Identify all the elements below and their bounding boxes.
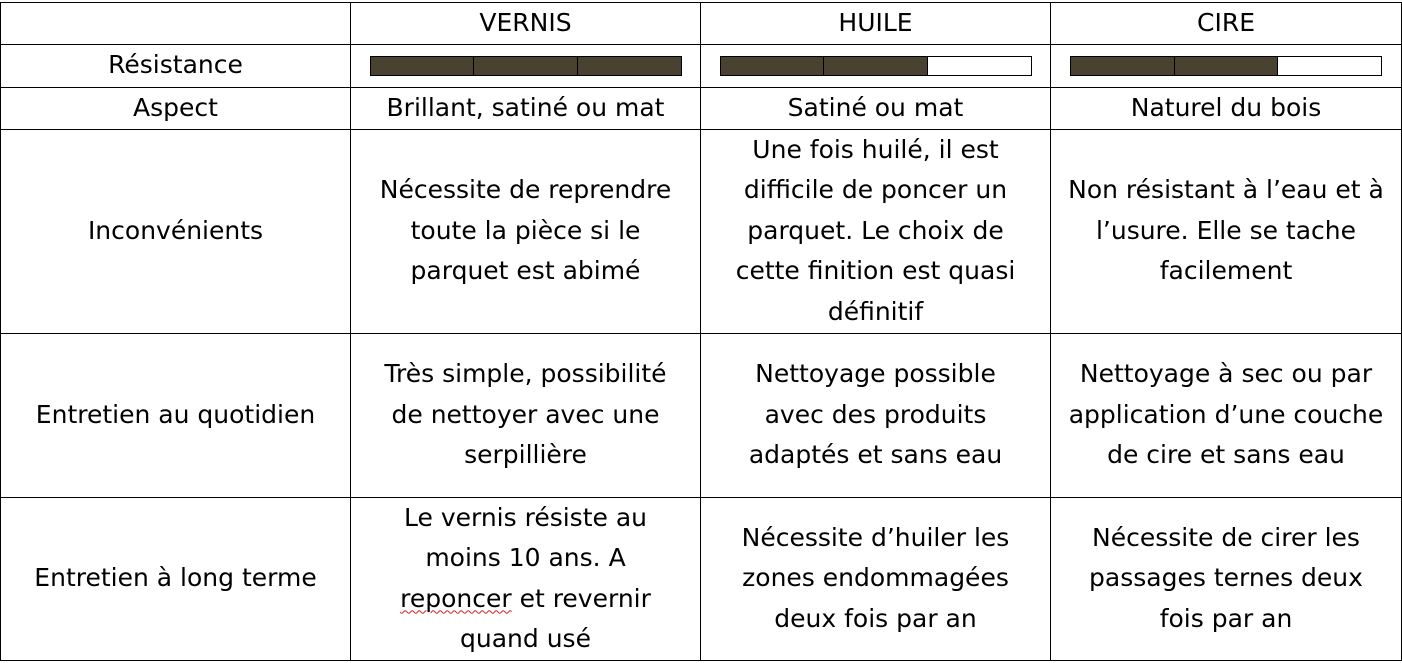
entretien-long-terme-huile-text: Nécessite d’huiler les zones endommagées deux fois par an (741, 522, 1010, 633)
entretien-quotidien-vernis (351, 333, 701, 497)
entretien-long-terme-vernis-text (376, 498, 676, 660)
resistance-cell-huile (701, 44, 1051, 87)
entretien-quotidien-vernis-text: Très simple, possibilité de nettoyer avec une serpillière (384, 359, 667, 470)
finish-comparison-table (0, 2, 1402, 661)
resistance-cell-vernis (351, 44, 701, 87)
aspect-row (1, 87, 1402, 129)
header-cire: CIRE (1051, 3, 1402, 45)
entretien-long-terme-vernis (351, 497, 701, 660)
aspect-vernis: Brillant, satiné ou mat (351, 87, 701, 129)
resistance-meter-cire (1070, 56, 1382, 76)
inconvenients-huile (701, 129, 1051, 333)
meter-segment-filled (721, 57, 825, 75)
entretien-quotidien-cire-text: Nettoyage à sec ou par application d’une couche de cire et sans eau (1068, 359, 1384, 470)
meter-segment-empty (1278, 57, 1381, 75)
resistance-meter-vernis (370, 56, 682, 76)
entretien-long-terme-row (1, 497, 1402, 660)
resistance-row (1, 44, 1402, 87)
meter-segment-filled (824, 57, 928, 75)
aspect-huile: Satiné ou mat (701, 87, 1051, 129)
header-vernis: VERNIS (351, 3, 701, 45)
inconvenients-label: Inconvénients (1, 129, 351, 333)
resistance-meter-huile (720, 56, 1032, 76)
entretien-long-terme-cire-text: Nécessite de cirer les passages ternes deux fois par an (1089, 522, 1363, 633)
header-row (1, 3, 1402, 45)
meter-segment-empty (928, 57, 1031, 75)
inconvenients-cire-text: Non résistant à l’eau et à l’usure. Elle se tache facilement (1068, 175, 1384, 286)
meter-segment-filled (1071, 57, 1175, 75)
aspect-label: Aspect (1, 87, 351, 129)
entretien-quotidien-huile-text: Nettoyage possible avec des produits adaptés et sans eau (748, 359, 1003, 470)
entretien-quotidien-row (1, 333, 1402, 497)
vernis-text-part1: Le vernis résiste au moins 10 ans. A (404, 502, 647, 572)
inconvenients-vernis (351, 129, 701, 333)
entretien-long-terme-label: Entretien à long terme (1, 497, 351, 660)
inconvenients-row (1, 129, 1402, 333)
entretien-quotidien-huile (701, 333, 1051, 497)
spellcheck-flagged-word[interactable]: reponcer (400, 583, 512, 613)
meter-segment-filled (578, 57, 681, 75)
vernis-text-part2: et revernir quand usé (460, 583, 651, 653)
header-corner-cell (1, 3, 351, 45)
inconvenients-cire (1051, 129, 1402, 333)
aspect-cire: Naturel du bois (1051, 87, 1402, 129)
meter-segment-filled (371, 57, 475, 75)
header-huile: HUILE (701, 3, 1051, 45)
entretien-long-terme-huile (701, 497, 1051, 660)
entretien-long-terme-cire (1051, 497, 1402, 660)
inconvenients-vernis-text: Nécessite de reprendre toute la pièce si le parquet est abimé (379, 175, 672, 286)
meter-segment-filled (1175, 57, 1279, 75)
resistance-cell-cire (1051, 44, 1402, 87)
entretien-quotidien-label: Entretien au quotidien (1, 333, 351, 497)
resistance-label: Résistance (1, 44, 351, 87)
meter-segment-filled (474, 57, 578, 75)
inconvenients-huile-text: Une fois huilé, il est difficile de poncer un parquet. Le choix de cette finition est quasi définitif (735, 134, 1016, 326)
entretien-quotidien-cire (1051, 333, 1402, 497)
